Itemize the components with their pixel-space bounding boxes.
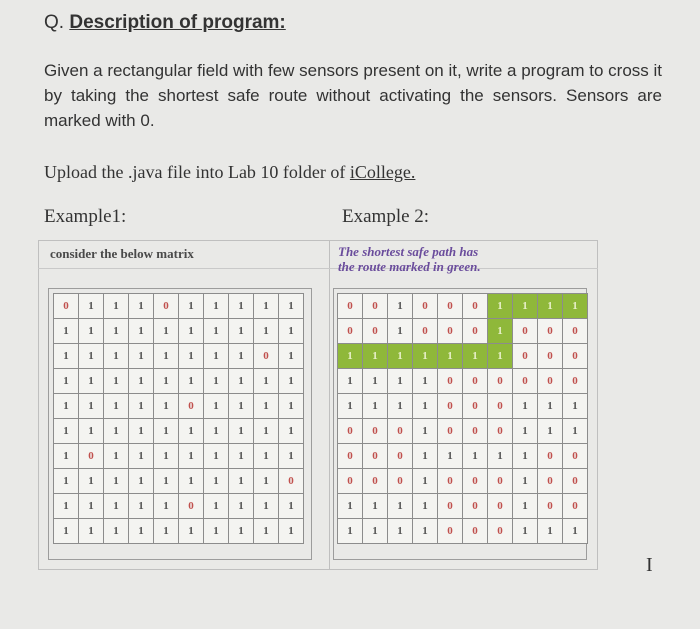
example2-cell: 0 xyxy=(463,519,488,544)
example1-cell: 1 xyxy=(229,444,254,469)
example1-cell: 1 xyxy=(154,419,179,444)
example1-cell: 1 xyxy=(279,344,304,369)
example2-cell: 1 xyxy=(388,494,413,519)
example1-cell: 1 xyxy=(79,519,104,544)
example1-cell: 1 xyxy=(229,469,254,494)
example1-cell: 1 xyxy=(79,469,104,494)
example2-cell: 0 xyxy=(513,369,538,394)
example1-cell: 1 xyxy=(79,369,104,394)
example1-row xyxy=(54,344,304,369)
example1-cell: 1 xyxy=(54,319,79,344)
example1-cell: 1 xyxy=(279,419,304,444)
example1-row xyxy=(54,294,304,319)
example2-row xyxy=(338,344,588,369)
example2-cell: 1 xyxy=(388,369,413,394)
example2-cell: 0 xyxy=(463,469,488,494)
example2-cell: 1 xyxy=(513,394,538,419)
example2-cell: 0 xyxy=(538,344,563,369)
example2-cell: 0 xyxy=(338,294,363,319)
example1-cell: 1 xyxy=(154,444,179,469)
example2-cell: 0 xyxy=(488,369,513,394)
example2-cell: 1 xyxy=(363,369,388,394)
example1-cell: 1 xyxy=(104,344,129,369)
example2-cell: 1 xyxy=(413,344,438,369)
example2-row xyxy=(338,319,588,344)
example2-caption xyxy=(338,244,538,274)
example2-cell: 0 xyxy=(388,469,413,494)
example2-cell: 0 xyxy=(338,469,363,494)
example1-cell: 1 xyxy=(154,319,179,344)
example2-cell: 1 xyxy=(338,369,363,394)
example2-cell: 1 xyxy=(413,519,438,544)
question-prefix: Q. xyxy=(44,12,70,33)
example2-cell: 1 xyxy=(363,344,388,369)
example1-cell: 1 xyxy=(204,494,229,519)
example2-cell: 1 xyxy=(388,319,413,344)
example2-cell: 0 xyxy=(438,369,463,394)
example2-cell: 1 xyxy=(538,394,563,419)
example1-cell: 1 xyxy=(54,494,79,519)
example1-cell: 1 xyxy=(154,469,179,494)
example1-cell: 1 xyxy=(229,494,254,519)
example2-cell: 1 xyxy=(338,394,363,419)
example1-cell: 1 xyxy=(254,469,279,494)
example2-cell: 1 xyxy=(388,519,413,544)
example2-cell: 1 xyxy=(413,444,438,469)
example1-cell: 1 xyxy=(54,394,79,419)
example2-row xyxy=(338,369,588,394)
example2-row xyxy=(338,494,588,519)
example1-cell: 1 xyxy=(254,494,279,519)
example1-cell: 1 xyxy=(79,344,104,369)
example2-cell: 0 xyxy=(438,319,463,344)
example1-cell: 1 xyxy=(129,369,154,394)
example1-row xyxy=(54,369,304,394)
example2-cell: 0 xyxy=(463,494,488,519)
example2-cell: 0 xyxy=(463,394,488,419)
example1-cell: 0 xyxy=(79,444,104,469)
example1-row xyxy=(54,444,304,469)
example1-cell: 1 xyxy=(204,394,229,419)
example2-cell: 1 xyxy=(538,419,563,444)
example2-cell: 1 xyxy=(388,294,413,319)
example1-cell: 1 xyxy=(179,369,204,394)
example2-cell: 1 xyxy=(488,444,513,469)
example1-cell: 1 xyxy=(154,519,179,544)
example2-cell: 0 xyxy=(538,444,563,469)
example2-cell: 0 xyxy=(463,369,488,394)
example2-cell: 0 xyxy=(488,469,513,494)
example2-cell: 0 xyxy=(338,319,363,344)
example2-cell: 1 xyxy=(413,419,438,444)
example2-cell: 0 xyxy=(538,319,563,344)
example2-cell: 0 xyxy=(538,469,563,494)
example2-cell: 1 xyxy=(388,394,413,419)
example1-cell: 1 xyxy=(79,294,104,319)
example2-cell: 1 xyxy=(563,294,588,319)
example1-cell: 1 xyxy=(179,444,204,469)
example2-cell: 1 xyxy=(438,344,463,369)
example2-cell: 1 xyxy=(513,419,538,444)
example1-cell: 1 xyxy=(204,444,229,469)
example2-cell: 0 xyxy=(488,519,513,544)
example2-cell: 0 xyxy=(413,294,438,319)
example1-cell: 1 xyxy=(229,519,254,544)
example1-cell: 1 xyxy=(254,394,279,419)
example2-cell: 0 xyxy=(463,294,488,319)
example2-cell: 0 xyxy=(438,494,463,519)
text-cursor-icon: I xyxy=(646,554,653,576)
example1-cell: 1 xyxy=(229,369,254,394)
example1-cell: 1 xyxy=(204,319,229,344)
example2-row xyxy=(338,469,588,494)
example2-cell: 1 xyxy=(488,344,513,369)
example2-cell: 1 xyxy=(413,494,438,519)
example2-label: Example 2: xyxy=(342,206,430,227)
example1-cell: 1 xyxy=(129,494,154,519)
example1-cell: 1 xyxy=(154,344,179,369)
example2-cell: 0 xyxy=(438,419,463,444)
example1-cell: 1 xyxy=(229,344,254,369)
example2-cell: 1 xyxy=(388,344,413,369)
example2-cell: 0 xyxy=(463,419,488,444)
example1-cell: 1 xyxy=(54,444,79,469)
example1-cell: 1 xyxy=(54,344,79,369)
example2-cell: 1 xyxy=(513,469,538,494)
program-description: Given a rectangular field with few sensors present on it, write a program to cross it by taking the shortest safe route without activating the sensors. Sensors are marked with 0. xyxy=(44,61,662,130)
example1-cell: 1 xyxy=(279,294,304,319)
example2-cell: 1 xyxy=(538,294,563,319)
example2-cell: 0 xyxy=(563,319,588,344)
example1-cell: 1 xyxy=(179,344,204,369)
example1-cell: 1 xyxy=(254,369,279,394)
example1-row xyxy=(54,319,304,344)
example1-cell: 1 xyxy=(254,519,279,544)
example1-row xyxy=(54,394,304,419)
example1-cell: 1 xyxy=(279,369,304,394)
example2-row xyxy=(338,294,588,319)
example1-cell: 1 xyxy=(129,294,154,319)
example2-cell: 0 xyxy=(388,419,413,444)
example1-cell: 1 xyxy=(229,419,254,444)
example2-cell: 1 xyxy=(338,519,363,544)
example2-cell: 1 xyxy=(563,394,588,419)
example1-cell: 1 xyxy=(154,369,179,394)
example1-cell: 1 xyxy=(104,419,129,444)
example2-cell: 0 xyxy=(513,344,538,369)
example1-cell: 1 xyxy=(79,494,104,519)
example2-cell: 0 xyxy=(438,394,463,419)
example2-cell: 0 xyxy=(538,494,563,519)
example2-cell: 0 xyxy=(513,319,538,344)
question-title: Description of program: xyxy=(69,12,286,33)
example1-cell: 0 xyxy=(179,494,204,519)
example1-cell: 1 xyxy=(54,369,79,394)
example1-cell: 1 xyxy=(129,519,154,544)
example1-row xyxy=(54,469,304,494)
example1-cell: 1 xyxy=(179,519,204,544)
example1-cell: 1 xyxy=(204,369,229,394)
example1-cell: 1 xyxy=(104,494,129,519)
example1-cell: 1 xyxy=(79,319,104,344)
example1-cell: 1 xyxy=(54,469,79,494)
example2-cell: 0 xyxy=(563,369,588,394)
example1-cell: 1 xyxy=(154,494,179,519)
example2-cell: 1 xyxy=(363,519,388,544)
example1-cell: 1 xyxy=(79,394,104,419)
example2-cell: 1 xyxy=(438,444,463,469)
example2-cell: 0 xyxy=(363,444,388,469)
example2-caption-line2: the route marked in green. xyxy=(338,259,481,274)
example2-cell: 1 xyxy=(363,394,388,419)
example2-cell: 0 xyxy=(438,469,463,494)
example2-cell: 0 xyxy=(488,419,513,444)
example1-cell: 1 xyxy=(179,469,204,494)
example2-cell: 1 xyxy=(413,369,438,394)
example1-cell: 1 xyxy=(204,519,229,544)
example2-cell: 1 xyxy=(563,519,588,544)
example2-cell: 0 xyxy=(488,494,513,519)
example1-cell: 1 xyxy=(104,444,129,469)
example2-cell: 0 xyxy=(363,319,388,344)
example2-cell: 0 xyxy=(438,294,463,319)
icollege-link[interactable]: iCollege. xyxy=(349,162,416,182)
example2-cell: 1 xyxy=(488,294,513,319)
upload-text: Upload the .java file into Lab 10 folder of xyxy=(44,162,350,182)
example1-cell: 1 xyxy=(104,519,129,544)
example1-cell: 1 xyxy=(129,444,154,469)
example1-cell: 0 xyxy=(279,469,304,494)
example2-caption-line1: The shortest safe path has xyxy=(338,244,479,259)
example1-cell: 1 xyxy=(204,419,229,444)
example1-caption: consider the below matrix xyxy=(50,246,194,261)
example1-cell: 1 xyxy=(129,394,154,419)
example1-cell: 0 xyxy=(254,344,279,369)
example1-cell: 1 xyxy=(154,394,179,419)
example1-cell: 1 xyxy=(279,519,304,544)
example1-cell: 1 xyxy=(104,469,129,494)
example1-cell: 1 xyxy=(279,444,304,469)
example2-cell: 1 xyxy=(463,344,488,369)
example1-cell: 0 xyxy=(179,394,204,419)
example1-cell: 1 xyxy=(229,394,254,419)
question-heading xyxy=(44,12,286,34)
examples-divider xyxy=(329,240,330,570)
example1-cell: 1 xyxy=(254,319,279,344)
example2-cell: 1 xyxy=(338,344,363,369)
example1-cell: 1 xyxy=(54,519,79,544)
example2-row xyxy=(338,394,588,419)
example1-cell: 1 xyxy=(204,344,229,369)
example2-cell: 0 xyxy=(363,419,388,444)
example2-matrix xyxy=(337,293,588,544)
example2-cell: 1 xyxy=(413,469,438,494)
example2-cell: 1 xyxy=(513,294,538,319)
example2-cell: 0 xyxy=(563,444,588,469)
example2-cell: 1 xyxy=(463,444,488,469)
example1-row xyxy=(54,419,304,444)
example2-cell: 0 xyxy=(363,294,388,319)
example2-cell: 0 xyxy=(538,369,563,394)
example2-cell: 1 xyxy=(563,419,588,444)
example2-row xyxy=(338,519,588,544)
example2-cell: 1 xyxy=(338,494,363,519)
example1-cell: 1 xyxy=(279,494,304,519)
example2-cell: 0 xyxy=(563,494,588,519)
example2-cell: 0 xyxy=(413,319,438,344)
example2-cell: 1 xyxy=(513,519,538,544)
example2-cell: 0 xyxy=(363,469,388,494)
example1-cell: 1 xyxy=(129,469,154,494)
upload-instruction xyxy=(44,162,415,183)
example1-cell: 1 xyxy=(129,319,154,344)
example2-cell: 0 xyxy=(563,469,588,494)
example1-cell: 1 xyxy=(254,444,279,469)
example1-cell: 0 xyxy=(54,294,79,319)
example1-cell: 1 xyxy=(254,294,279,319)
example1-cell: 1 xyxy=(129,419,154,444)
example2-cell: 0 xyxy=(338,419,363,444)
example1-cell: 1 xyxy=(229,319,254,344)
example1-cell: 1 xyxy=(179,419,204,444)
example2-cell: 1 xyxy=(513,494,538,519)
example1-cell: 1 xyxy=(104,294,129,319)
example1-cell: 1 xyxy=(179,294,204,319)
example2-row xyxy=(338,444,588,469)
example1-cell: 1 xyxy=(279,394,304,419)
example1-cell: 0 xyxy=(154,294,179,319)
example1-row xyxy=(54,519,304,544)
example2-cell: 0 xyxy=(438,519,463,544)
example2-cell: 1 xyxy=(538,519,563,544)
example1-cell: 1 xyxy=(104,394,129,419)
example2-cell: 0 xyxy=(388,444,413,469)
example1-cell: 1 xyxy=(79,419,104,444)
example2-cell: 1 xyxy=(513,444,538,469)
example1-cell: 1 xyxy=(204,469,229,494)
example2-cell: 1 xyxy=(413,394,438,419)
example1-label: Example1: xyxy=(44,206,127,227)
example1-cell: 1 xyxy=(179,319,204,344)
example1-matrix xyxy=(53,293,304,544)
example1-cell: 1 xyxy=(129,344,154,369)
example2-cell: 0 xyxy=(463,319,488,344)
example2-cell: 1 xyxy=(363,494,388,519)
example2-row xyxy=(338,419,588,444)
example1-cell: 1 xyxy=(229,294,254,319)
example1-cell: 1 xyxy=(54,419,79,444)
example1-cell: 1 xyxy=(254,419,279,444)
example2-cell: 0 xyxy=(338,444,363,469)
example1-cell: 1 xyxy=(104,369,129,394)
example1-cell: 1 xyxy=(279,319,304,344)
example1-cell: 1 xyxy=(204,294,229,319)
example2-cell: 0 xyxy=(488,394,513,419)
example1-cell: 1 xyxy=(104,319,129,344)
example2-cell: 0 xyxy=(563,344,588,369)
example1-row xyxy=(54,494,304,519)
example2-cell: 1 xyxy=(488,319,513,344)
